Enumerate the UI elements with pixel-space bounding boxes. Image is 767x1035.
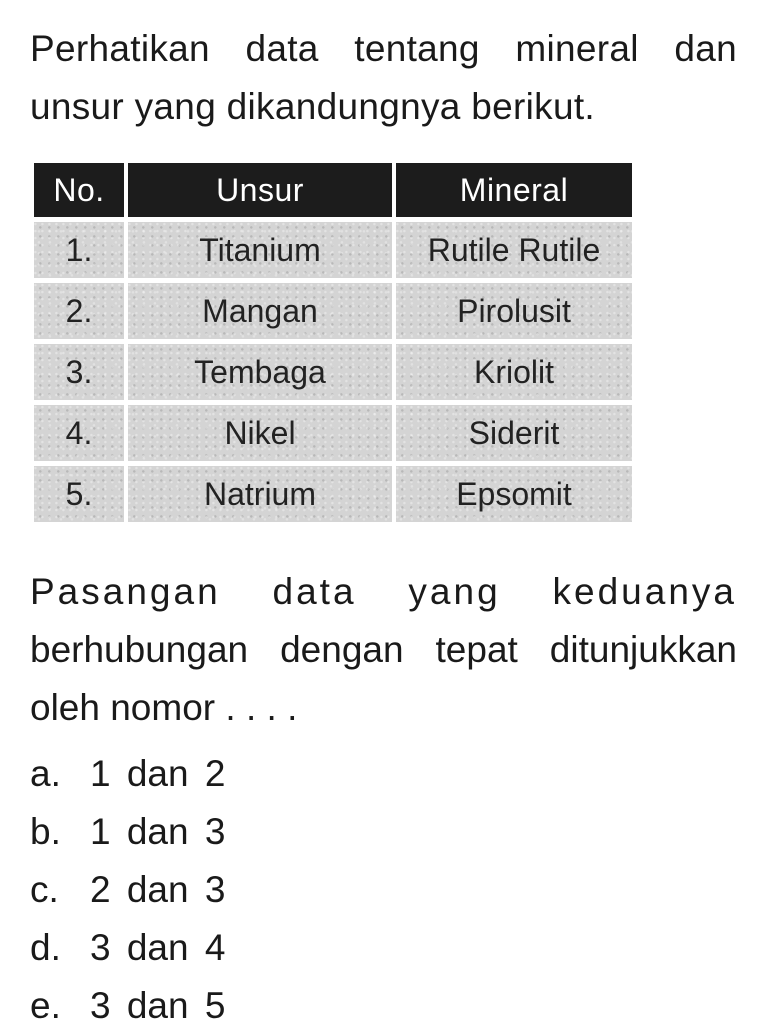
cell-no: 2. (34, 283, 124, 339)
option-letter: c. (30, 869, 59, 910)
cell-unsur: Nikel (128, 405, 392, 461)
option-text: 3 dan 5 (90, 985, 226, 1026)
cell-mineral: Rutile Rutile (396, 222, 632, 278)
header-unsur: Unsur (128, 163, 392, 217)
option-c[interactable] (30, 861, 737, 919)
option-letter: b. (30, 811, 61, 852)
option-text: 1 dan 3 (90, 811, 226, 852)
answer-options (30, 745, 737, 1035)
option-letter: d. (30, 927, 61, 968)
option-letter: a. (30, 753, 61, 794)
option-b[interactable] (30, 803, 737, 861)
header-mineral: Mineral (396, 163, 632, 217)
intro-text (30, 20, 737, 136)
cell-unsur: Mangan (128, 283, 392, 339)
question-line-1: Pasangan data yang keduanya (30, 571, 737, 612)
table-row (34, 283, 632, 339)
cell-unsur: Titanium (128, 222, 392, 278)
mineral-table (30, 158, 636, 527)
cell-no: 5. (34, 466, 124, 522)
header-no: No. (34, 163, 124, 217)
cell-mineral: Pirolusit (396, 283, 632, 339)
intro-line-2: unsur yang dikandungnya berikut. (30, 86, 595, 127)
option-text: 2 dan 3 (90, 869, 226, 910)
cell-mineral: Epsomit (396, 466, 632, 522)
table-row (34, 405, 632, 461)
cell-mineral: Kriolit (396, 344, 632, 400)
option-letter: e. (30, 985, 61, 1026)
option-a[interactable] (30, 745, 737, 803)
table-header-row (34, 163, 632, 217)
question-text (30, 563, 737, 737)
option-d[interactable] (30, 919, 737, 977)
question-line-3: oleh nomor . . . . (30, 687, 298, 728)
intro-line-1: Perhatikan data tentang mineral dan (30, 28, 737, 69)
cell-mineral: Siderit (396, 405, 632, 461)
table-row (34, 222, 632, 278)
table-row (34, 344, 632, 400)
option-text: 1 dan 2 (90, 753, 226, 794)
cell-unsur: Natrium (128, 466, 392, 522)
cell-no: 3. (34, 344, 124, 400)
option-e[interactable] (30, 977, 737, 1035)
table-row (34, 466, 632, 522)
question-line-2: berhubungan dengan tepat ditunjukkan (30, 629, 737, 670)
cell-unsur: Tembaga (128, 344, 392, 400)
cell-no: 4. (34, 405, 124, 461)
option-text: 3 dan 4 (90, 927, 226, 968)
cell-no: 1. (34, 222, 124, 278)
